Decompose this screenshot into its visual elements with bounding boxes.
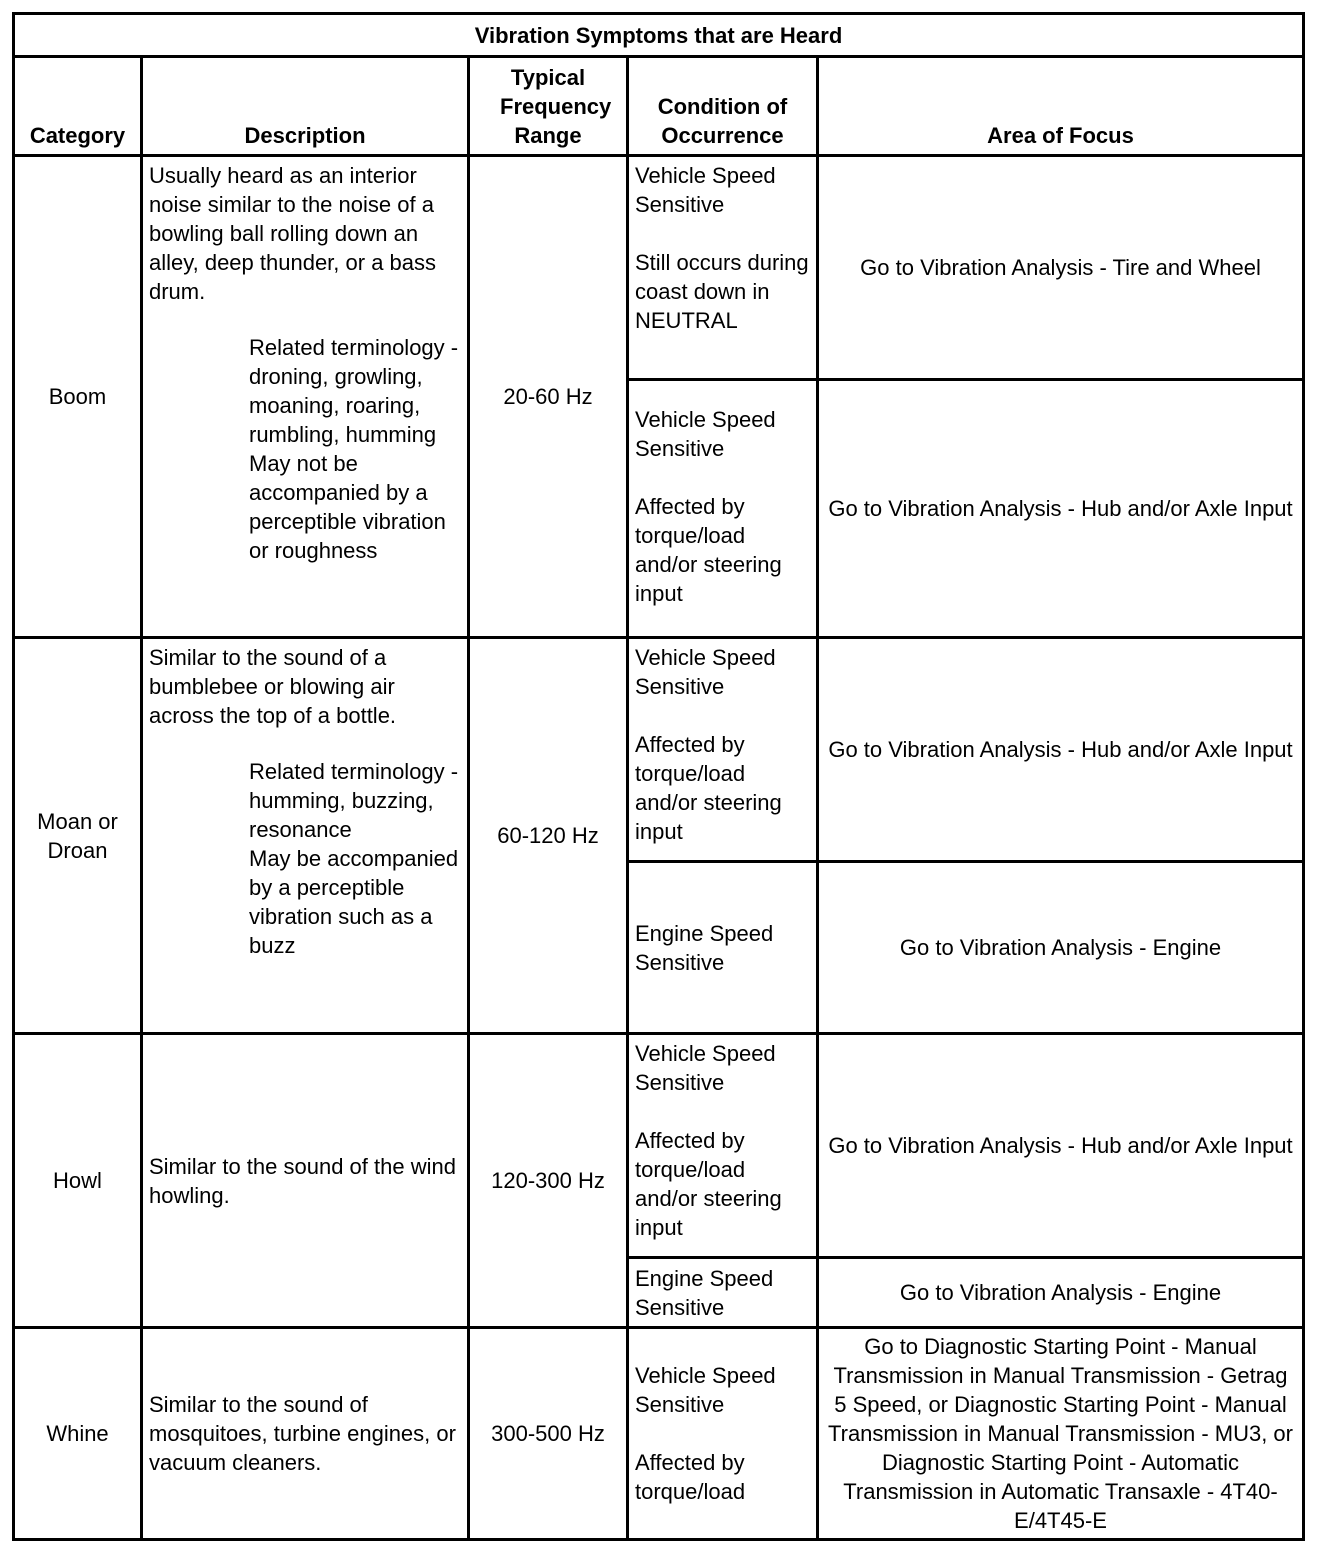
description-cell: Similar to the sound of mosquitoes, turbine engines, or vacuum cleaners. xyxy=(142,1328,469,1540)
condition-cell: Engine Speed Sensitive xyxy=(628,862,818,1034)
condition-primary: Vehicle Speed Sensitive xyxy=(635,407,776,461)
description-note: May be accompanied by a perceptible vibration such as a buzz xyxy=(249,846,459,958)
condition-cell xyxy=(628,638,818,862)
description-note: May not be accompanied by a perceptible vibration or roughness xyxy=(249,451,446,563)
related-terminology: Related terminology - droning, growling, moaning, roaring, rumbling, humming xyxy=(249,335,459,447)
focus-cell: Go to Vibration Analysis - Hub and/or Axle Input xyxy=(818,1034,1304,1258)
frequency-cell: 20-60 Hz xyxy=(469,156,628,638)
focus-cell: Go to Vibration Analysis - Hub and/or Axle Input xyxy=(818,380,1304,638)
condition-cell: Engine Speed Sensitive xyxy=(628,1258,818,1328)
category-cell: Howl xyxy=(14,1034,142,1328)
description-cell: Similar to the sound of the wind howling. xyxy=(142,1034,469,1328)
description-cell xyxy=(142,638,469,1034)
related-terminology: Related terminology - humming, buzzing, resonance xyxy=(249,759,459,842)
condition-primary: Vehicle Speed Sensitive xyxy=(635,1041,776,1095)
focus-cell: Go to Vibration Analysis - Engine xyxy=(818,1258,1304,1328)
frequency-cell: 300-500 Hz xyxy=(469,1328,628,1540)
category-cell: Whine xyxy=(14,1328,142,1540)
condition-secondary: Affected by torque/load and/or steering input xyxy=(635,732,782,844)
table-row xyxy=(14,638,1304,862)
condition-cell xyxy=(628,380,818,638)
table-row xyxy=(14,1328,1304,1540)
description-text: Similar to the sound of a bumblebee or blowing air across the top of a bottle. xyxy=(149,645,397,728)
focus-cell: Go to Diagnostic Starting Point - Manual Transmission in Manual Transmission - Getrag 5 Speed, or Diagnostic Starting Point - Manual Transmission in Manual Transmission - MU3, or Diagnostic Starting Point - Automatic Transmission in Automatic Transaxle - 4T40-E/4T45-E xyxy=(818,1328,1304,1540)
condition-primary: Vehicle Speed Sensitive xyxy=(635,1363,776,1417)
frequency-cell: 120-300 Hz xyxy=(469,1034,628,1328)
header-condition: Condition of Occurrence xyxy=(628,57,818,156)
condition-secondary: Affected by torque/load xyxy=(635,1450,746,1504)
condition-secondary: Affected by torque/load and/or steering input xyxy=(635,1128,782,1240)
header-frequency: Typical Frequency Range xyxy=(469,57,628,156)
category-cell: Boom xyxy=(14,156,142,638)
focus-cell: Go to Vibration Analysis - Hub and/or Axle Input xyxy=(818,638,1304,862)
condition-secondary: Affected by torque/load and/or steering input xyxy=(635,494,782,606)
focus-cell: Go to Vibration Analysis - Tire and Wheel xyxy=(818,156,1304,380)
condition-secondary: Still occurs during coast down in NEUTRAL xyxy=(635,250,809,333)
condition-cell xyxy=(628,1034,818,1258)
table-row xyxy=(14,156,1304,380)
condition-cell xyxy=(628,1328,818,1540)
frequency-cell: 60-120 Hz xyxy=(469,638,628,1034)
description-text: Usually heard as an interior noise similar to the noise of a bowling ball rolling down an alley, deep thunder, or a bass drum. xyxy=(149,163,437,304)
table-title: Vibration Symptoms that are Heard xyxy=(14,14,1304,57)
focus-cell: Go to Vibration Analysis - Engine xyxy=(818,862,1304,1034)
header-focus: Area of Focus xyxy=(818,57,1304,156)
header-category: Category xyxy=(14,57,142,156)
table-row xyxy=(14,1034,1304,1258)
condition-primary: Vehicle Speed Sensitive xyxy=(635,645,776,699)
description-cell xyxy=(142,156,469,638)
category-cell: Moan or Droan xyxy=(14,638,142,1034)
condition-primary: Vehicle Speed Sensitive xyxy=(635,163,776,217)
vibration-symptoms-table xyxy=(12,12,1305,1541)
condition-cell xyxy=(628,156,818,380)
header-description: Description xyxy=(142,57,469,156)
